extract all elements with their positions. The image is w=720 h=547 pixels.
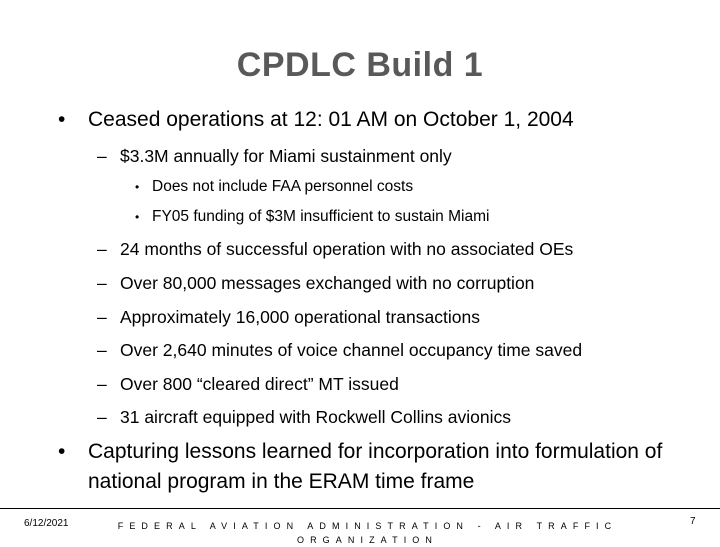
bullet-glyph: • <box>58 108 66 131</box>
slide-title: CPDLC Build 1 <box>236 46 484 84</box>
sub-bullet-6-text: Over 800 “cleared direct” MT issued <box>120 374 399 394</box>
sub-bullet-1-text: $3.3M annually for Miami sustainment only <box>120 146 452 166</box>
sub-bullet-2-text: 24 months of successful operation with no associated OEs <box>120 239 574 259</box>
sub-sub-bullet-2-text: FY05 funding of $3M insufficient to sustain Miami <box>152 208 490 225</box>
page-number: 7 <box>690 516 696 527</box>
sub-bullet-3 <box>97 272 697 294</box>
dash-glyph: – <box>97 407 107 427</box>
footer-divider <box>0 508 720 509</box>
bullet-1-text: Ceased operations at 12: 01 AM on October 1, 2004 <box>88 108 574 131</box>
sub-bullet-5-text: Over 2,640 minutes of voice channel occupancy time saved <box>120 340 583 360</box>
bullet-1 <box>58 105 698 135</box>
sub-bullet-7 <box>97 406 697 428</box>
bullet-glyph: • <box>58 440 66 463</box>
dot-glyph: • <box>135 180 140 194</box>
sub-bullet-5 <box>97 339 697 361</box>
dot-glyph: • <box>135 210 140 224</box>
sub-bullet-1 <box>97 145 697 167</box>
sub-bullet-6 <box>97 373 697 395</box>
sub-sub-bullet-1 <box>135 177 413 197</box>
bullet-2 <box>58 437 698 497</box>
footer-date: 6/12/2021 <box>24 518 69 529</box>
dash-glyph: – <box>97 146 107 166</box>
dash-glyph: – <box>97 374 107 394</box>
sub-bullet-4-text: Approximately 16,000 operational transactions <box>120 307 480 327</box>
dash-glyph: – <box>97 273 107 293</box>
sub-sub-bullet-1-text: Does not include FAA personnel costs <box>152 178 414 195</box>
dash-glyph: – <box>97 239 107 259</box>
sub-bullet-7-text: 31 aircraft equipped with Rockwell Collins avionics <box>120 407 512 427</box>
sub-sub-bullet-2 <box>135 207 489 227</box>
sub-bullet-2 <box>97 238 697 260</box>
dash-glyph: – <box>97 307 107 327</box>
sub-bullet-4 <box>97 306 697 328</box>
bullet-2-text: Capturing lessons learned for incorporation into formulation of national program in the ERAM time frame <box>88 440 663 493</box>
dash-glyph: – <box>97 340 107 360</box>
sub-bullet-3-text: Over 80,000 messages exchanged with no corruption <box>120 273 535 293</box>
footer-organization: FEDERAL AVIATION ADMINISTRATION - AIR TRAFFIC ORGANIZATION <box>117 521 618 545</box>
